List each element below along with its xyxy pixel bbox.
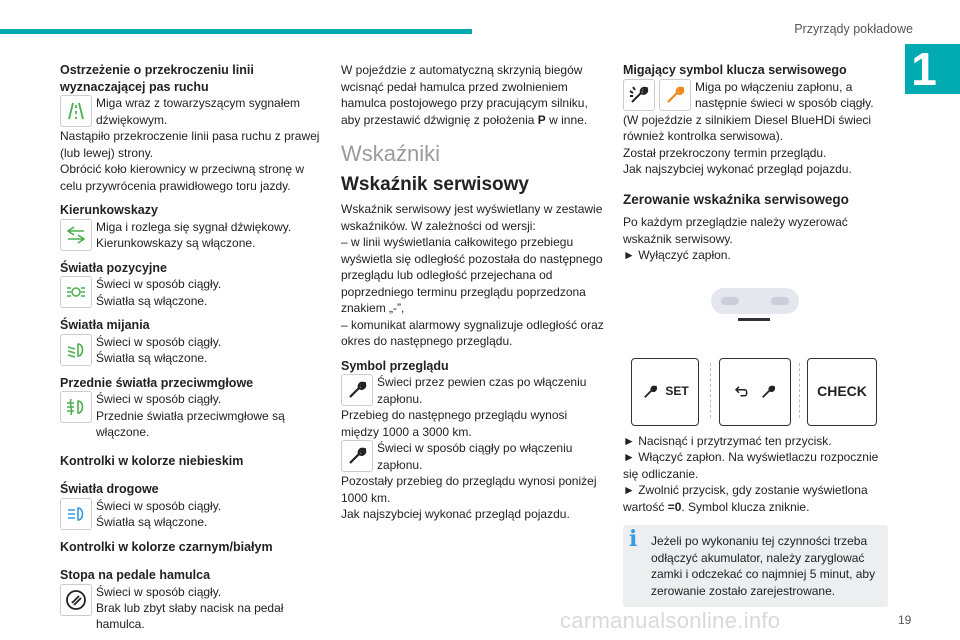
lane-text-2: Obrócić koło kierownicy w przeciwną stronę w celu przywrócenia prawidłowego toru jazdy.	[60, 162, 305, 193]
button-panel-illustration	[623, 268, 888, 433]
dip-text-2: Światła są włączone.	[96, 351, 208, 365]
symbol-after-1: Przebieg do następnego przeglądu wynosi między 1000 a 3000 km.	[341, 408, 568, 439]
info-icon: i	[629, 526, 638, 552]
side-row	[60, 276, 322, 309]
turn-title: Kierunkowskazy	[60, 203, 158, 217]
main-beam-icon	[60, 498, 92, 530]
brake-title: Stopa na pedale hamulca	[60, 568, 211, 582]
front-fog-icon	[60, 391, 92, 423]
main-title: Światła drogowe	[60, 482, 159, 496]
wrench-icon	[641, 383, 659, 401]
separator	[710, 363, 711, 418]
return-button[interactable]	[719, 358, 791, 426]
service-dash-2: – komunikat alarmowy sygnalizuje odległość oraz okres do następnego przeglądu.	[341, 317, 604, 348]
symbol-text-2: Świeci w sposób ciągły po włączeniu zapłonu.	[377, 441, 573, 472]
step-3: ► Włączyć zapłon. Na wyświetlaczu rozpocznie się odliczanie.	[623, 450, 879, 481]
fog-text-2: Przednie światła przeciwmgłowe są włączone.	[96, 408, 285, 439]
turn-signal-icon	[60, 219, 92, 251]
blue-title: Kontrolki w kolorze niebieskim	[60, 453, 244, 468]
bw-title: Kontrolki w kolorze czarnym/białym	[60, 539, 273, 554]
turn-row	[60, 219, 322, 252]
symbol-text-1: Świeci przez pewien czas po włączeniu zapłonu.	[377, 375, 587, 406]
panel-indicator-bar	[738, 318, 770, 321]
panel-top-control	[711, 288, 799, 314]
step-4-c: . Symbol klucza zniknie.	[681, 499, 810, 514]
check-label: CHECK	[817, 383, 867, 400]
turn-text-2: Kierunkowskazy są włączone.	[96, 236, 256, 250]
wrench-icon-2	[759, 383, 777, 401]
spanner-blink-icon	[623, 79, 655, 111]
info-box	[623, 525, 888, 607]
blink-text-2: (W pojeździe z silnikiem Diesel BlueHDi świeci również kontrolka serwisowa).	[623, 112, 872, 143]
step-4-a: ► Zwolnić przycisk, gdy zostanie wyświetlona wartość	[623, 483, 868, 514]
check-button[interactable]	[807, 358, 877, 426]
lane-row	[60, 95, 322, 128]
chapter-tab	[905, 44, 960, 94]
intro-text: W pojeździe z automatyczną skrzynią biegów wcisnąć pedał hamulca przed zwolnieniem hamulca postojowego przy pracującym silniku, aby przestawić dźwignię z położenia	[341, 63, 588, 127]
set-label: SET	[665, 384, 689, 399]
intro-paragraph	[341, 62, 605, 128]
spanner-icon-2	[341, 440, 373, 472]
lane-title: Ostrzeżenie o przekroczeniu linii wyznaczającej pas ruchu	[60, 63, 254, 94]
lane-text: Nastąpiło przekroczenie linii pasa ruchu z prawej (lub lewej) strony.	[60, 129, 320, 160]
turn-text: Miga i rozlega się sygnał dźwiękowy.	[96, 219, 292, 234]
main-row	[60, 498, 322, 531]
blink-title: Migający symbol klucza serwisowego	[623, 63, 847, 77]
intro-gear: P	[537, 112, 546, 127]
header-title: Przyrządy pokładowe	[794, 22, 913, 36]
brake-pedal-icon	[60, 584, 92, 616]
column-left	[60, 62, 322, 633]
symbol-title: Symbol przeglądu	[341, 358, 449, 373]
dip-title: Światła mijania	[60, 318, 150, 332]
step-2: ► Nacisnąć i przytrzymać ten przycisk.	[623, 433, 832, 448]
symbol-row-2	[341, 440, 605, 473]
symbol-after-2: Pozostały przebieg do przeglądu wynosi poniżej 1000 km.	[341, 474, 597, 505]
column-middle	[341, 62, 605, 523]
column-right	[623, 62, 888, 607]
watermark: carmanualsonline.info	[560, 608, 781, 633]
fog-text: Świeci w sposób ciągły.	[96, 392, 222, 406]
lane-icon-text: Miga wraz z towarzyszącym sygnałem dźwiękowym.	[96, 96, 301, 127]
spanner-orange-icon	[659, 79, 691, 111]
fog-title: Przednie światła przeciwmgłowe	[60, 375, 254, 390]
section-title: Wskaźniki	[341, 141, 441, 166]
symbol-after-3: Jak najszybciej wykonać przegląd pojazdu.	[341, 507, 570, 521]
dip-row	[60, 334, 322, 367]
sidelights-icon	[60, 276, 92, 308]
spanner-icon	[341, 374, 373, 406]
info-text: Jeżeli po wykonaniu tej czynności trzeba odłączyć akumulator, należy zaryglować zamki i odczekać co najmniej 5 minut, aby zerowanie zostało zarejestrowane.	[651, 534, 876, 598]
blink-row	[623, 79, 888, 112]
dip-text: Świeci w sposób ciągły.	[96, 334, 222, 349]
chapter-number: 1	[911, 43, 937, 95]
service-title: Wskaźnik serwisowy	[341, 173, 529, 195]
separator-2	[799, 363, 800, 418]
service-dash-1: – w linii wyświetlania całkowitego przebiegu wyświetla się odległość pozostała do następnego przeglądu lub odległość przejechana od poprzedniego terminu przeglądu poprzedzona znakiem „-”,	[341, 235, 603, 315]
return-icon	[733, 383, 751, 401]
side-text-2: Światła są włączone.	[96, 293, 208, 308]
intro-end: w inne.	[545, 112, 588, 127]
blink-text-3: Został przekroczony termin przeglądu.	[623, 145, 827, 160]
lane-departure-icon	[60, 95, 92, 127]
step-1: ► Wyłączyć zapłon.	[623, 248, 731, 262]
side-text: Świeci w sposób ciągły.	[96, 277, 222, 291]
brake-text-2: Brak lub zbyt słaby nacisk na pedał hamulca.	[96, 600, 284, 631]
blink-text: Miga po włączeniu zapłonu, a następnie świeci w sposób ciągły.	[695, 79, 874, 110]
dipped-beam-icon	[60, 334, 92, 366]
reset-text: Po każdym przeglądzie należy wyzerować wskaźnik serwisowy.	[623, 215, 848, 246]
set-button[interactable]	[631, 358, 699, 426]
service-text: Wskaźnik serwisowy jest wyświetlany w zestawie wskaźników. W zależności od wersji:	[341, 202, 603, 233]
main-text: Świeci w sposób ciągły.	[96, 498, 222, 513]
fog-row	[60, 391, 322, 441]
side-title: Światła pozycyjne	[60, 260, 167, 275]
reset-title: Zerowanie wskaźnika serwisowego	[623, 191, 849, 207]
step-4-value: =0	[667, 499, 682, 514]
step-4	[623, 482, 888, 515]
brake-text: Świeci w sposób ciągły.	[96, 584, 222, 599]
blink-text-4: Jak najszybciej wykonać przegląd pojazdu.	[623, 162, 852, 176]
main-text-2: Światła są włączone.	[96, 515, 208, 529]
header-accent-bar	[0, 29, 472, 34]
page-number: 19	[898, 613, 912, 627]
symbol-row-1	[341, 374, 605, 407]
